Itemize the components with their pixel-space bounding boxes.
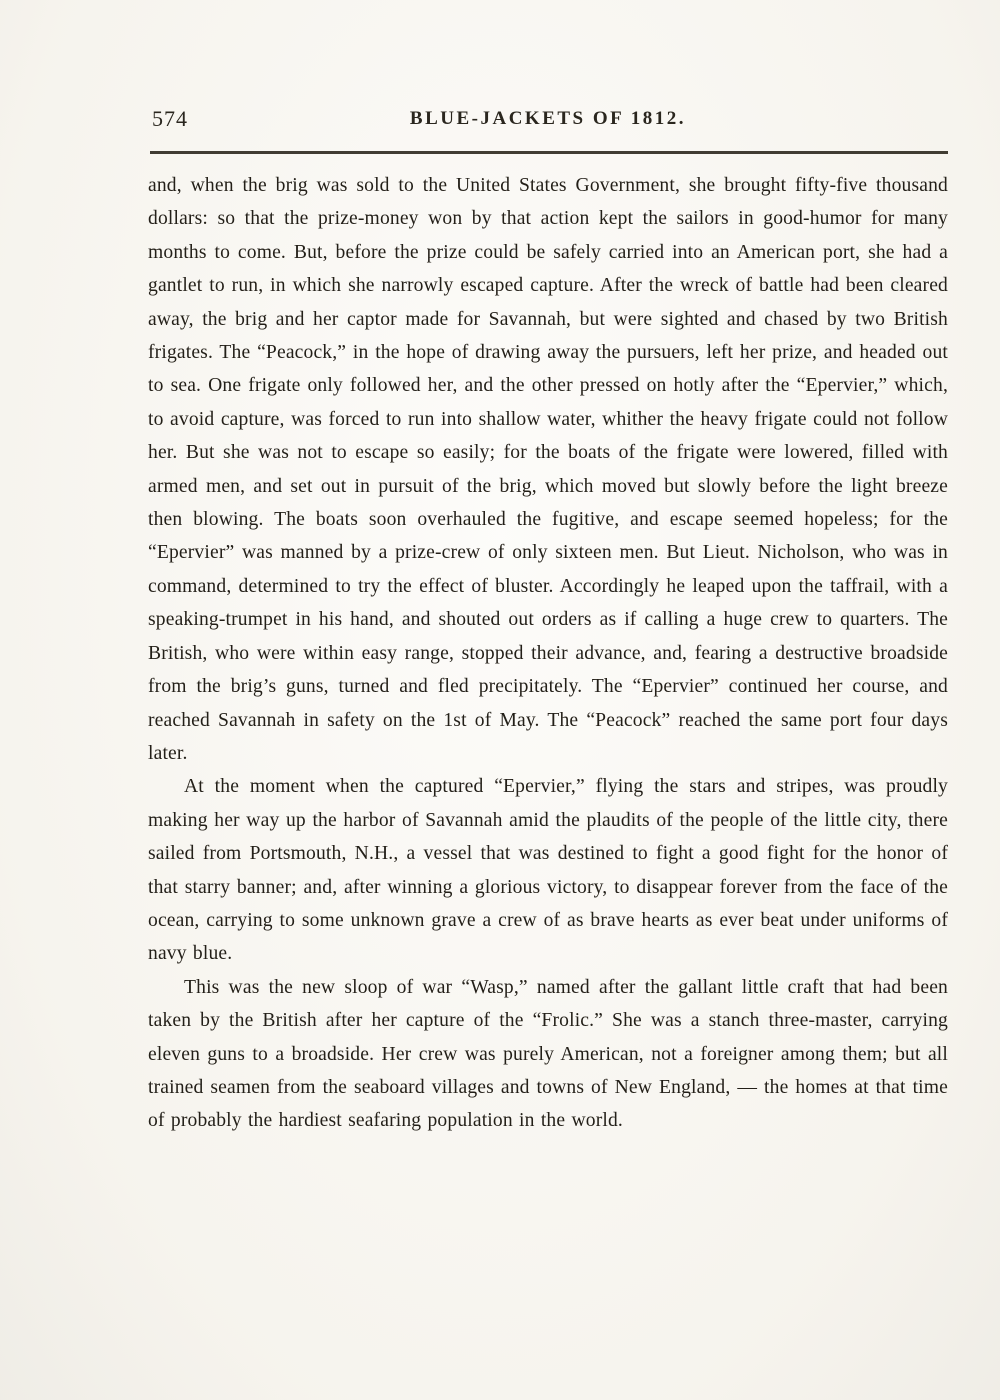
page-body — [148, 169, 948, 1138]
running-title: BLUE-JACKETS OF 1812. — [409, 108, 687, 129]
page-header — [148, 106, 948, 142]
page-number: 574 — [152, 106, 188, 131]
paragraph: and, when the brig was sold to the United States Government, she brought fifty-five thousand dollars: so that the prize-money won by that action kept the sailors in good-humor for many months to come. But, before the prize could be safely carried into an American port, she had a gantlet to run, in which she narrowly escaped capture. After the wreck of battle had been cleared away, the brig and her captor made for Savannah, but were sighted and chased by two British frigates. The “Peacock,” in the hope of drawing away the pursuers, left her prize, and headed out to sea. One frigate only followed her, and the other pressed on hotly after the “Epervier,” which, to avoid capture, was forced to run into shallow water, whither the heavy frigate could not follow her. But she was not to escape so easily; for the boats of the frigate were lowered, filled with armed men, and set out in pursuit of the brig, which moved but slowly before the light breeze then blowing. The boats soon overhauled the fugitive, and escape seemed hopeless; for the “Epervier” was manned by a prize-crew of only sixteen men. But Lieut. Nicholson, who was in command, determined to try the effect of bluster. Accordingly he leaped upon the taffrail, with a speaking-trumpet in his hand, and shouted out orders as if calling a huge crew to quarters. The British, who were within easy range, stopped their advance, and, fearing a destructive broadside from the brig’s guns, turned and fled precipitately. The “Epervier” continued her course, and reached Savannah in safety on the 1st of May. The “Peacock” reached the same port four days later. — [148, 175, 948, 764]
paragraph: This was the new sloop of war “Wasp,” named after the gallant little craft that had been taken by the British after her capture of the “Frolic.” She was a stanch three-master, carrying eleven guns to a broadside. Her crew was purely American, not a foreigner among them; but all trained seamen from the seaboard villages and towns of New England, — the homes at that time of probably the hardiest seafaring population in the world. — [148, 976, 948, 1132]
header-rule — [150, 151, 948, 154]
paragraph: At the moment when the captured “Epervier,” flying the stars and stripes, was proudly making her way up the harbor of Savannah amid the plaudits of the people of the little city, there sailed from Portsmouth, N.H., a vessel that was destined to fight a good fight for the honor of that starry banner; and, after winning a glorious victory, to disappear forever from the face of the ocean, carrying to some unknown grave a crew of as brave hearts as ever beat under uniforms of navy blue. — [148, 776, 948, 965]
